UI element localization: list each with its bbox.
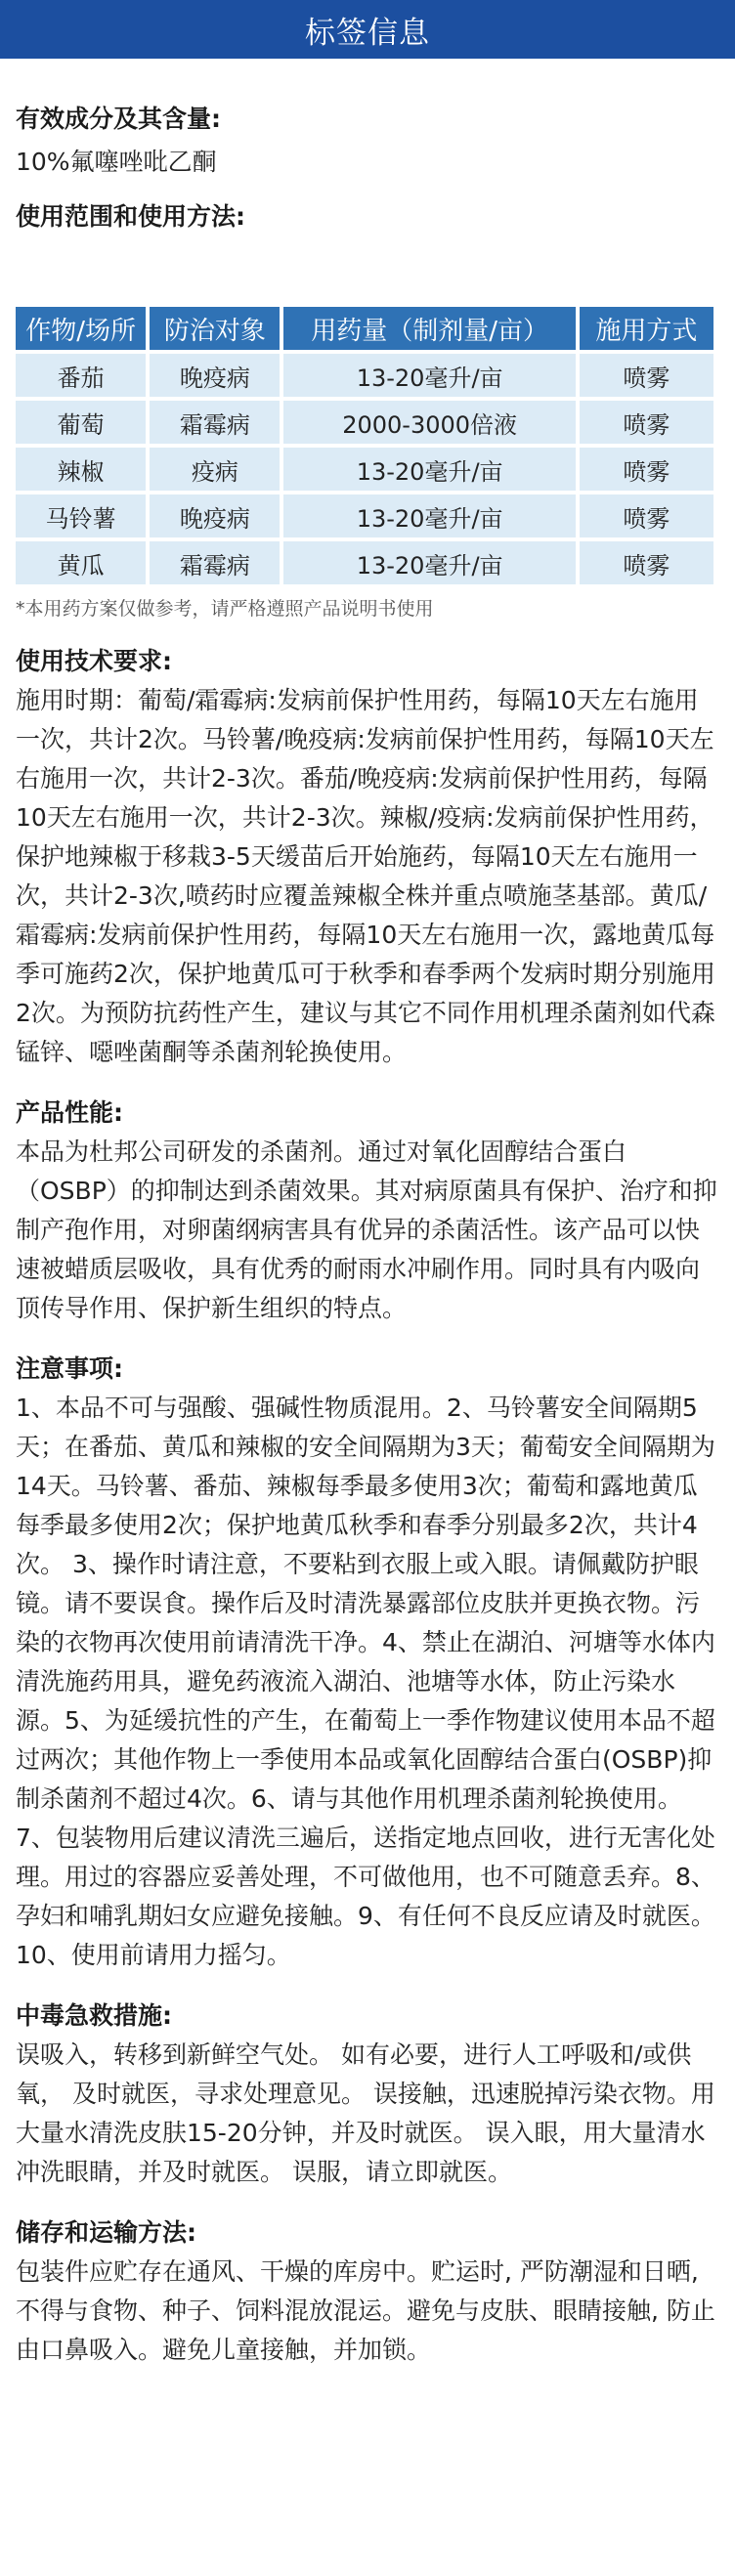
cell-crop: 辣椒 — [16, 448, 146, 491]
storage-heading: 储存和运输方法: — [16, 2218, 196, 2247]
ingredient-section — [16, 100, 721, 182]
performance-text: 本品为杜邦公司研发的杀菌剂。通过对氧化固醇结合蛋白（OSBP）的抑制达到杀菌效果。其对病原菌具有保护、治疗和抑制产孢作用，对卵菌纲病害具有优异的杀菌活性。该产品可以快速被蜡质层吸收，具有优秀的耐雨水冲刷作用。同时具有内吸向顶传导作用、保护新生组织的特点。 — [16, 1138, 717, 1322]
table-row — [16, 494, 713, 537]
cell-target: 霜霉病 — [150, 541, 280, 584]
usage-table-wrap — [16, 303, 721, 588]
table-row — [16, 401, 713, 444]
cell-method: 喷雾 — [580, 401, 713, 444]
tech-section — [16, 642, 721, 1072]
table-header-row — [16, 307, 713, 350]
firstaid-heading: 中毒急救措施: — [16, 2001, 172, 2030]
header-dosage: 用药量（制剂量/亩） — [283, 307, 575, 350]
label-content — [0, 100, 735, 2370]
cell-dosage: 13-20毫升/亩 — [283, 448, 575, 491]
cell-dosage: 13-20毫升/亩 — [283, 541, 575, 584]
performance-section — [16, 1094, 721, 1328]
ingredient-heading: 有效成分及其含量: — [16, 105, 221, 133]
tech-text: 施用时期：葡萄/霜霉病:发病前保护性用药，每隔10天左右施用一次，共计2次。马铃薯/晚疫病:发病前保护性用药，每隔10天左右施用一次，共计2-3次。番茄/晚疫病:发病前保护性用药，每隔10天左右施用一次，共计2-3次。辣椒/疫病:发病前保护性用药，保护地辣椒于移栽3-5天缓苗后开始施药，每隔10天左右施用一次，共计2-3次,喷药时应覆盖辣椒全株并重点喷施茎基部。黄瓜/霜霉病:发病前保护性用药，每隔10天左右施用一次，露地黄瓜每季可施药2次，保护地黄瓜可于秋季和春季两个发病时期分别施用2次。为预防抗药性产生，建议与其它不同作用机理杀菌剂如代森锰锌、噁唑菌酮等杀菌剂轮换使用。 — [16, 686, 715, 1066]
cell-target: 晚疫病 — [150, 494, 280, 537]
cell-crop: 番茄 — [16, 354, 146, 397]
cell-dosage: 13-20毫升/亩 — [283, 354, 575, 397]
cautions-heading: 注意事项: — [16, 1354, 123, 1383]
header-target: 防治对象 — [150, 307, 280, 350]
usage-section — [16, 197, 721, 621]
usage-heading: 使用范围和使用方法: — [16, 202, 245, 231]
cell-dosage: 13-20毫升/亩 — [283, 494, 575, 537]
usage-table — [12, 303, 717, 588]
storage-section — [16, 2213, 721, 2370]
cell-method: 喷雾 — [580, 448, 713, 491]
cell-crop: 黄瓜 — [16, 541, 146, 584]
cautions-text: 1、本品不可与强酸、强碱性物质混用。2、马铃薯安全间隔期5天；在番茄、黄瓜和辣椒的安全间隔期为3天；葡萄安全间隔期为14天。马铃薯、番茄、辣椒每季最多使用3次；葡萄和露地黄瓜每季最多使用2次；保护地黄瓜秋季和春季分别最多2次，共计4次。 3、操作时请注意，不要粘到衣服上或入眼。请佩戴防护眼镜。请不要误食。操作后及时清洗暴露部位皮肤并更换衣物。污染的衣物再次使用前请清洗干净。4、禁止在湖泊、河塘等水体内清洗施药用具，避免药液流入湖泊、池塘等水体，防止污染水源。5、为延缓抗性的产生，在葡萄上一季作物建议使用本品不超过两次；其他作物上一季使用本品或氧化固醇结合蛋白(OSBP)抑制杀菌剂不超过4次。6、请与其他作用机理杀菌剂轮换使用。7、包装物用后建议清洗三遍后，送指定地点回收，进行无害化处理。用过的容器应妥善处理，不可做他用，也不可随意丢弃。8、孕妇和哺乳期妇女应避免接触。9、有任何不良反应请及时就医。10、使用前请用力摇匀。 — [16, 1394, 715, 1969]
cell-method: 喷雾 — [580, 354, 713, 397]
tech-heading: 使用技术要求: — [16, 647, 172, 675]
cell-method: 喷雾 — [580, 494, 713, 537]
table-row — [16, 354, 713, 397]
storage-text: 包装件应贮存在通风、干燥的库房中。贮运时, 严防潮湿和日晒, 不得与食物、种子、饲料混放混运。避免与皮肤、眼睛接触, 防止由口鼻吸入。避免儿童接触，并加锁。 — [16, 2257, 715, 2364]
label-info-banner — [0, 0, 735, 59]
cell-method: 喷雾 — [580, 541, 713, 584]
table-row — [16, 448, 713, 491]
banner-title: 标签信息 — [305, 15, 430, 51]
cautions-section — [16, 1350, 721, 1975]
table-row — [16, 541, 713, 584]
cell-target: 霜霉病 — [150, 401, 280, 444]
cell-crop: 马铃薯 — [16, 494, 146, 537]
firstaid-section — [16, 1996, 721, 2192]
header-crop: 作物/场所 — [16, 307, 146, 350]
cell-target: 疫病 — [150, 448, 280, 491]
firstaid-text: 误吸入，转移到新鲜空气处。 如有必要，进行人工呼吸和/或供氧， 及时就医，寻求处理意见。 误接触，迅速脱掉污染衣物。用大量水清洗皮肤15-20分钟，并及时就医。 误入眼，用大量清水冲洗眼睛，并及时就医。 误服，请立即就医。 — [16, 2040, 715, 2186]
header-method: 施用方式 — [580, 307, 713, 350]
ingredient-text: 10%氟噻唑吡乙酮 — [16, 148, 217, 176]
cell-crop: 葡萄 — [16, 401, 146, 444]
performance-heading: 产品性能: — [16, 1098, 123, 1127]
cell-target: 晚疫病 — [150, 354, 280, 397]
usage-note: *本用药方案仅做参考，请严格遵照产品说明书使用 — [16, 598, 434, 620]
cell-dosage: 2000-3000倍液 — [283, 401, 575, 444]
